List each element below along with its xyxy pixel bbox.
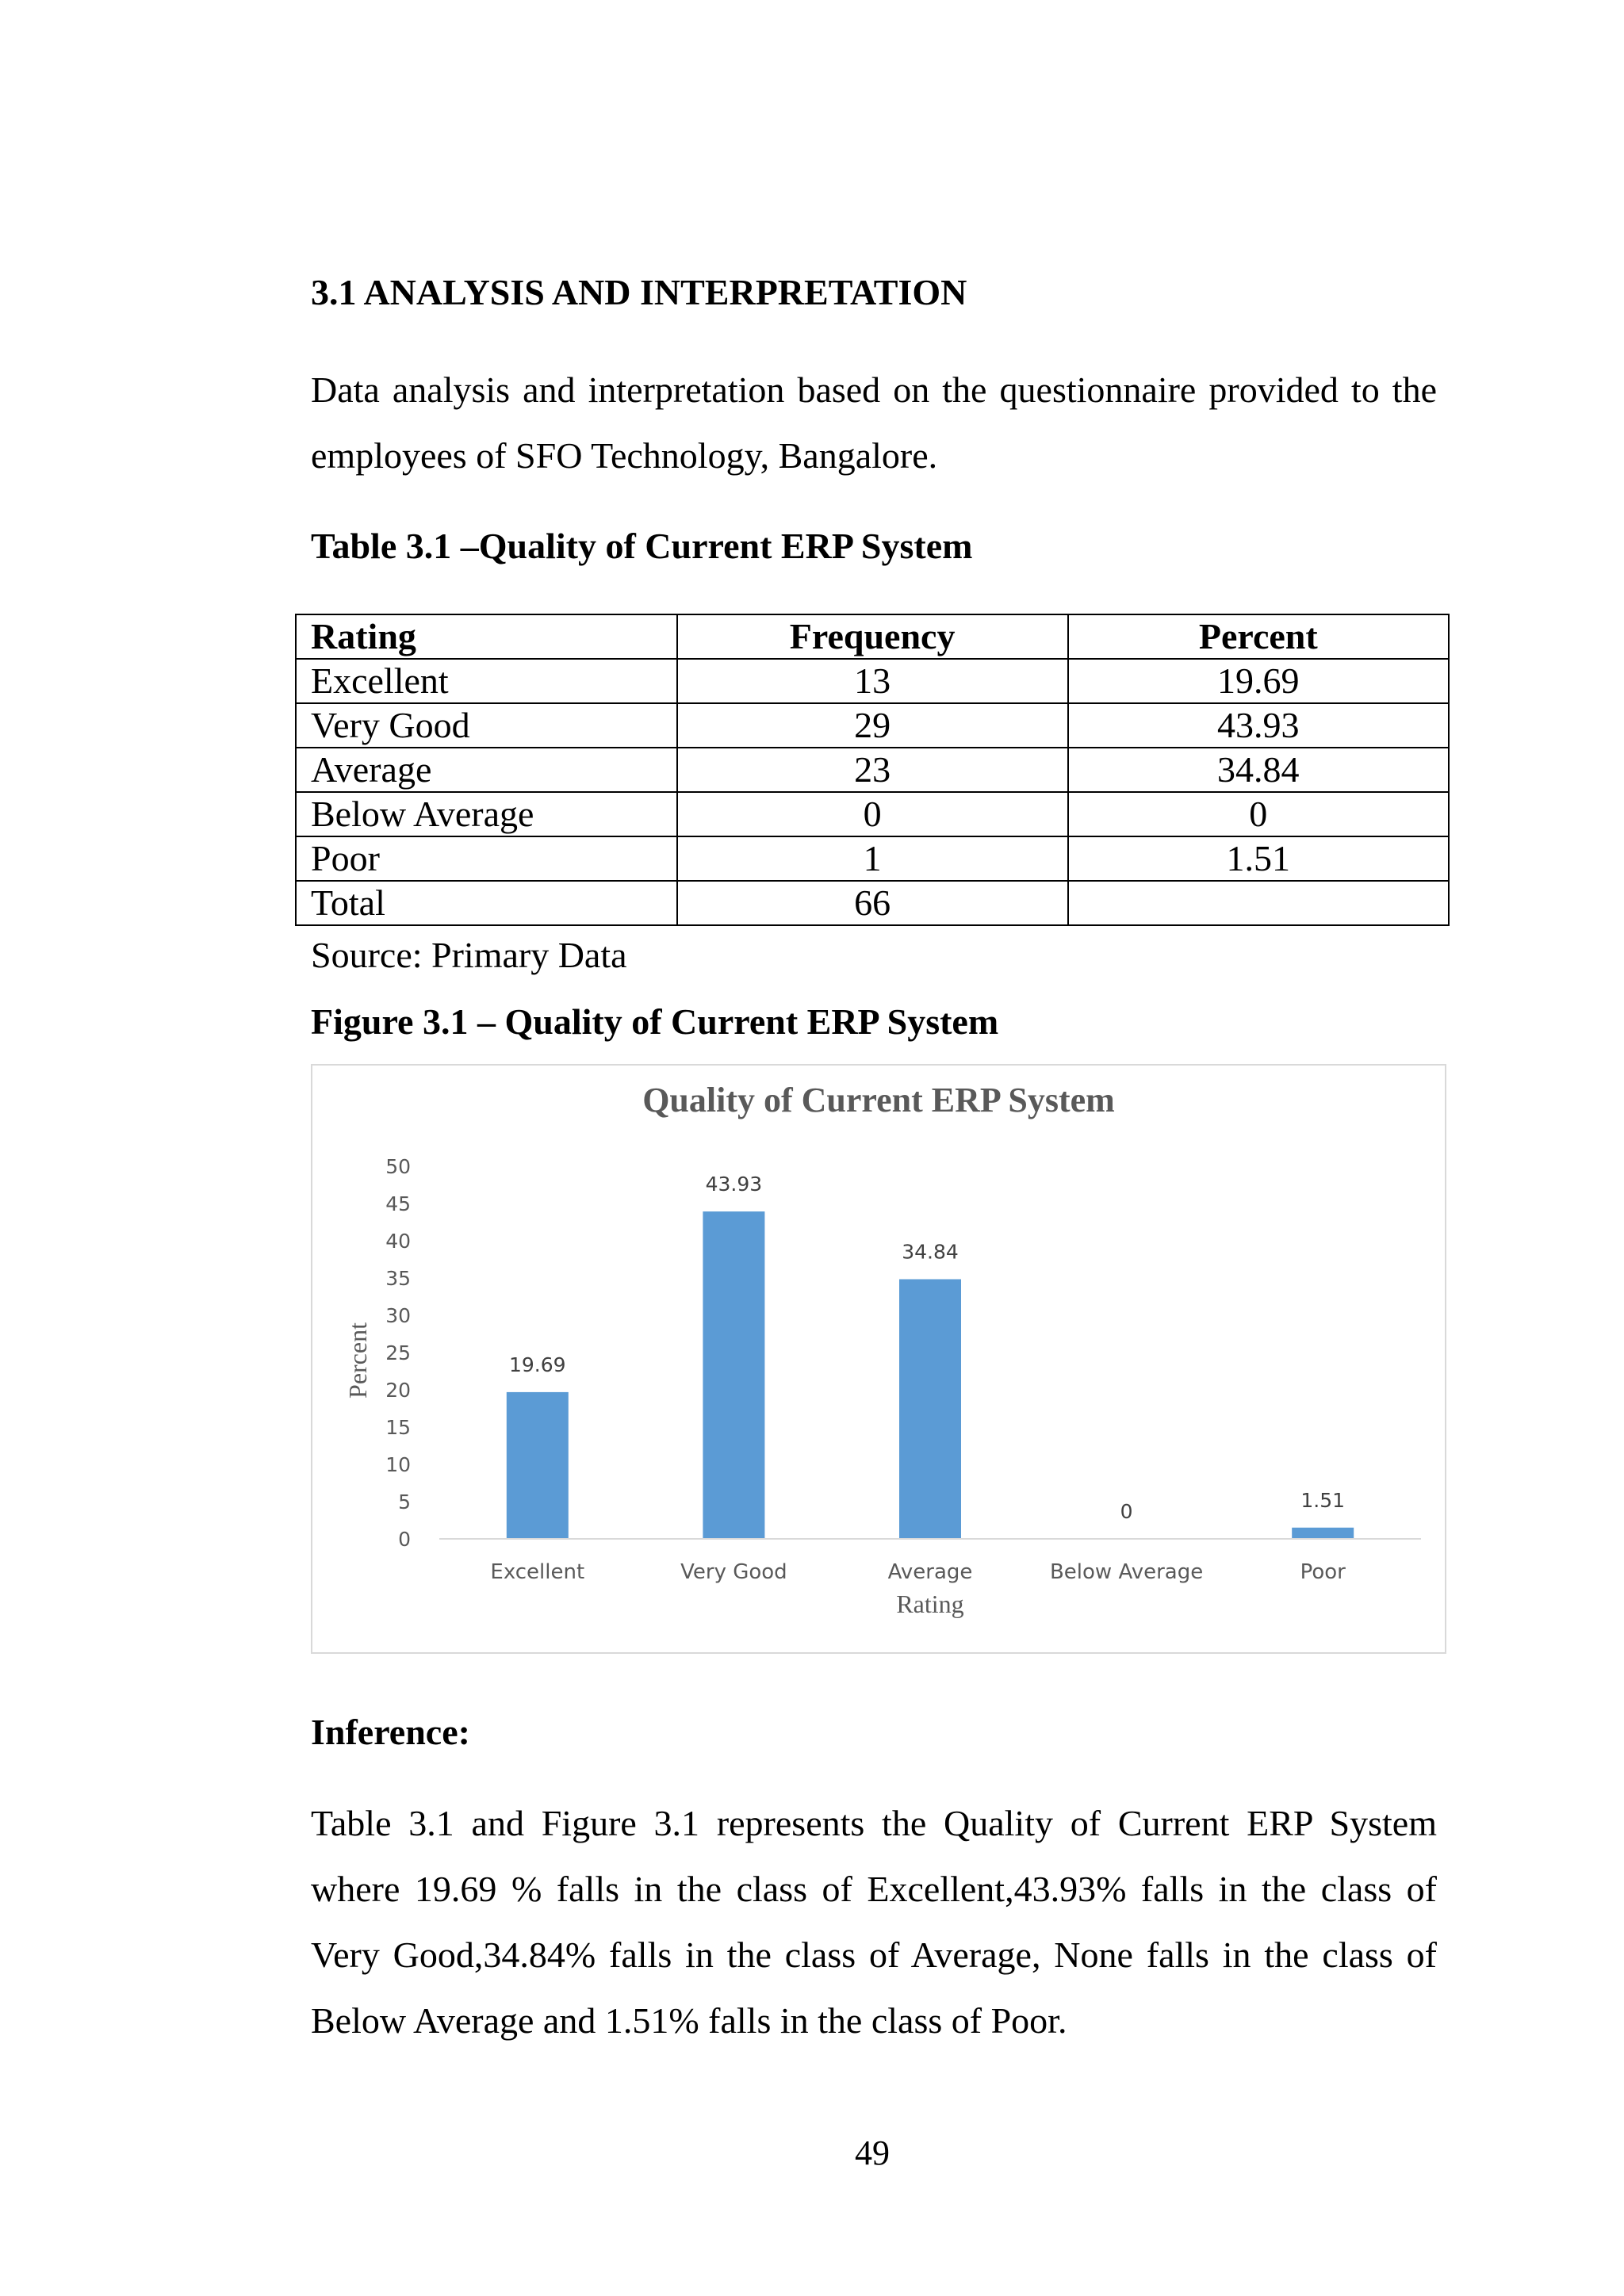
inference-paragraph: Table 3.1 and Figure 3.1 represents the Quality of Current ERP System where 19.69 % falls in the class of Excellent,43.93% falls in the class of Very Good,34.84% falls in the class of Average, None falls in the class of Below Average and 1.51% falls in the class of Poor. <box>311 1803 1437 2041</box>
rating-table <box>295 614 1450 926</box>
x-tick-label: Poor <box>1300 1560 1346 1584</box>
table-cell: Below Average <box>296 792 677 836</box>
table-row <box>296 836 1449 881</box>
table-cell: 1.51 <box>1068 836 1449 881</box>
data-label: 43.93 <box>705 1173 763 1196</box>
table-cell: 1 <box>677 836 1068 881</box>
y-tick-label: 50 <box>385 1155 411 1178</box>
data-label: 1.51 <box>1300 1488 1346 1512</box>
y-tick-label: 30 <box>385 1304 411 1327</box>
table-cell: 19.69 <box>1068 659 1449 703</box>
x-tick-label: Very Good <box>680 1560 787 1584</box>
bar <box>703 1211 764 1539</box>
page-number: 49 <box>855 2133 890 2172</box>
y-tick-label: 35 <box>385 1267 411 1290</box>
intro-paragraph: Data analysis and interpretation based on the questionnaire provided to the employees of SFO Technology, Bangalore. <box>311 369 1437 476</box>
table-cell: 66 <box>677 881 1068 925</box>
bar-chart <box>312 1066 1445 1652</box>
table-header-cell: Rating <box>296 614 677 659</box>
x-tick-label: Average <box>887 1560 973 1584</box>
section-heading: 3.1 ANALYSIS AND INTERPRETATION <box>311 272 967 312</box>
y-tick-label: 25 <box>385 1341 411 1364</box>
y-tick-label: 20 <box>385 1379 411 1402</box>
y-tick-label: 5 <box>398 1490 411 1513</box>
bar <box>1292 1528 1354 1539</box>
table-cell: Poor <box>296 836 677 881</box>
chart-container <box>311 1064 1446 1654</box>
table-row <box>296 703 1449 748</box>
table-cell: 13 <box>677 659 1068 703</box>
y-tick-label: 0 <box>398 1528 411 1551</box>
table-row <box>296 659 1449 703</box>
y-axis-label: Percent <box>343 1322 372 1399</box>
figure-title: Figure 3.1 – Quality of Current ERP System <box>311 1001 999 1042</box>
x-tick-label: Excellent <box>490 1560 585 1584</box>
x-tick-label: Below Average <box>1049 1560 1204 1584</box>
data-label: 0 <box>1120 1500 1133 1523</box>
y-axis-ticks <box>385 1155 411 1551</box>
table-row <box>296 748 1449 792</box>
table-cell: 0 <box>677 792 1068 836</box>
bar <box>507 1392 569 1539</box>
table-row <box>296 881 1449 925</box>
table-row <box>296 792 1449 836</box>
inference-heading: Inference: <box>311 1712 470 1752</box>
y-tick-label: 15 <box>385 1416 411 1439</box>
y-tick-label: 10 <box>385 1453 411 1476</box>
bar <box>899 1280 961 1539</box>
table-source: Source: Primary Data <box>311 935 627 975</box>
y-tick-label: 40 <box>385 1230 411 1253</box>
table-cell: 23 <box>677 748 1068 792</box>
table-cell: 0 <box>1068 792 1449 836</box>
data-label: 34.84 <box>902 1240 959 1264</box>
table-cell: Excellent <box>296 659 677 703</box>
table-cell: 43.93 <box>1068 703 1449 748</box>
table-cell <box>1068 881 1449 925</box>
table-cell: 34.84 <box>1068 748 1449 792</box>
y-tick-label: 45 <box>385 1192 411 1215</box>
table-cell: Average <box>296 748 677 792</box>
data-label: 19.69 <box>509 1353 566 1376</box>
table-header-row <box>296 614 1449 659</box>
x-axis-ticks <box>490 1560 1346 1584</box>
table-header-cell: Percent <box>1068 614 1449 659</box>
table-cell: Very Good <box>296 703 677 748</box>
table-cell: 29 <box>677 703 1068 748</box>
table-title: Table 3.1 –Quality of Current ERP System <box>311 526 973 566</box>
table-header-cell: Frequency <box>677 614 1068 659</box>
table-cell: Total <box>296 881 677 925</box>
chart-title: Quality of Current ERP System <box>642 1081 1115 1119</box>
x-axis-label: Rating <box>896 1590 964 1618</box>
